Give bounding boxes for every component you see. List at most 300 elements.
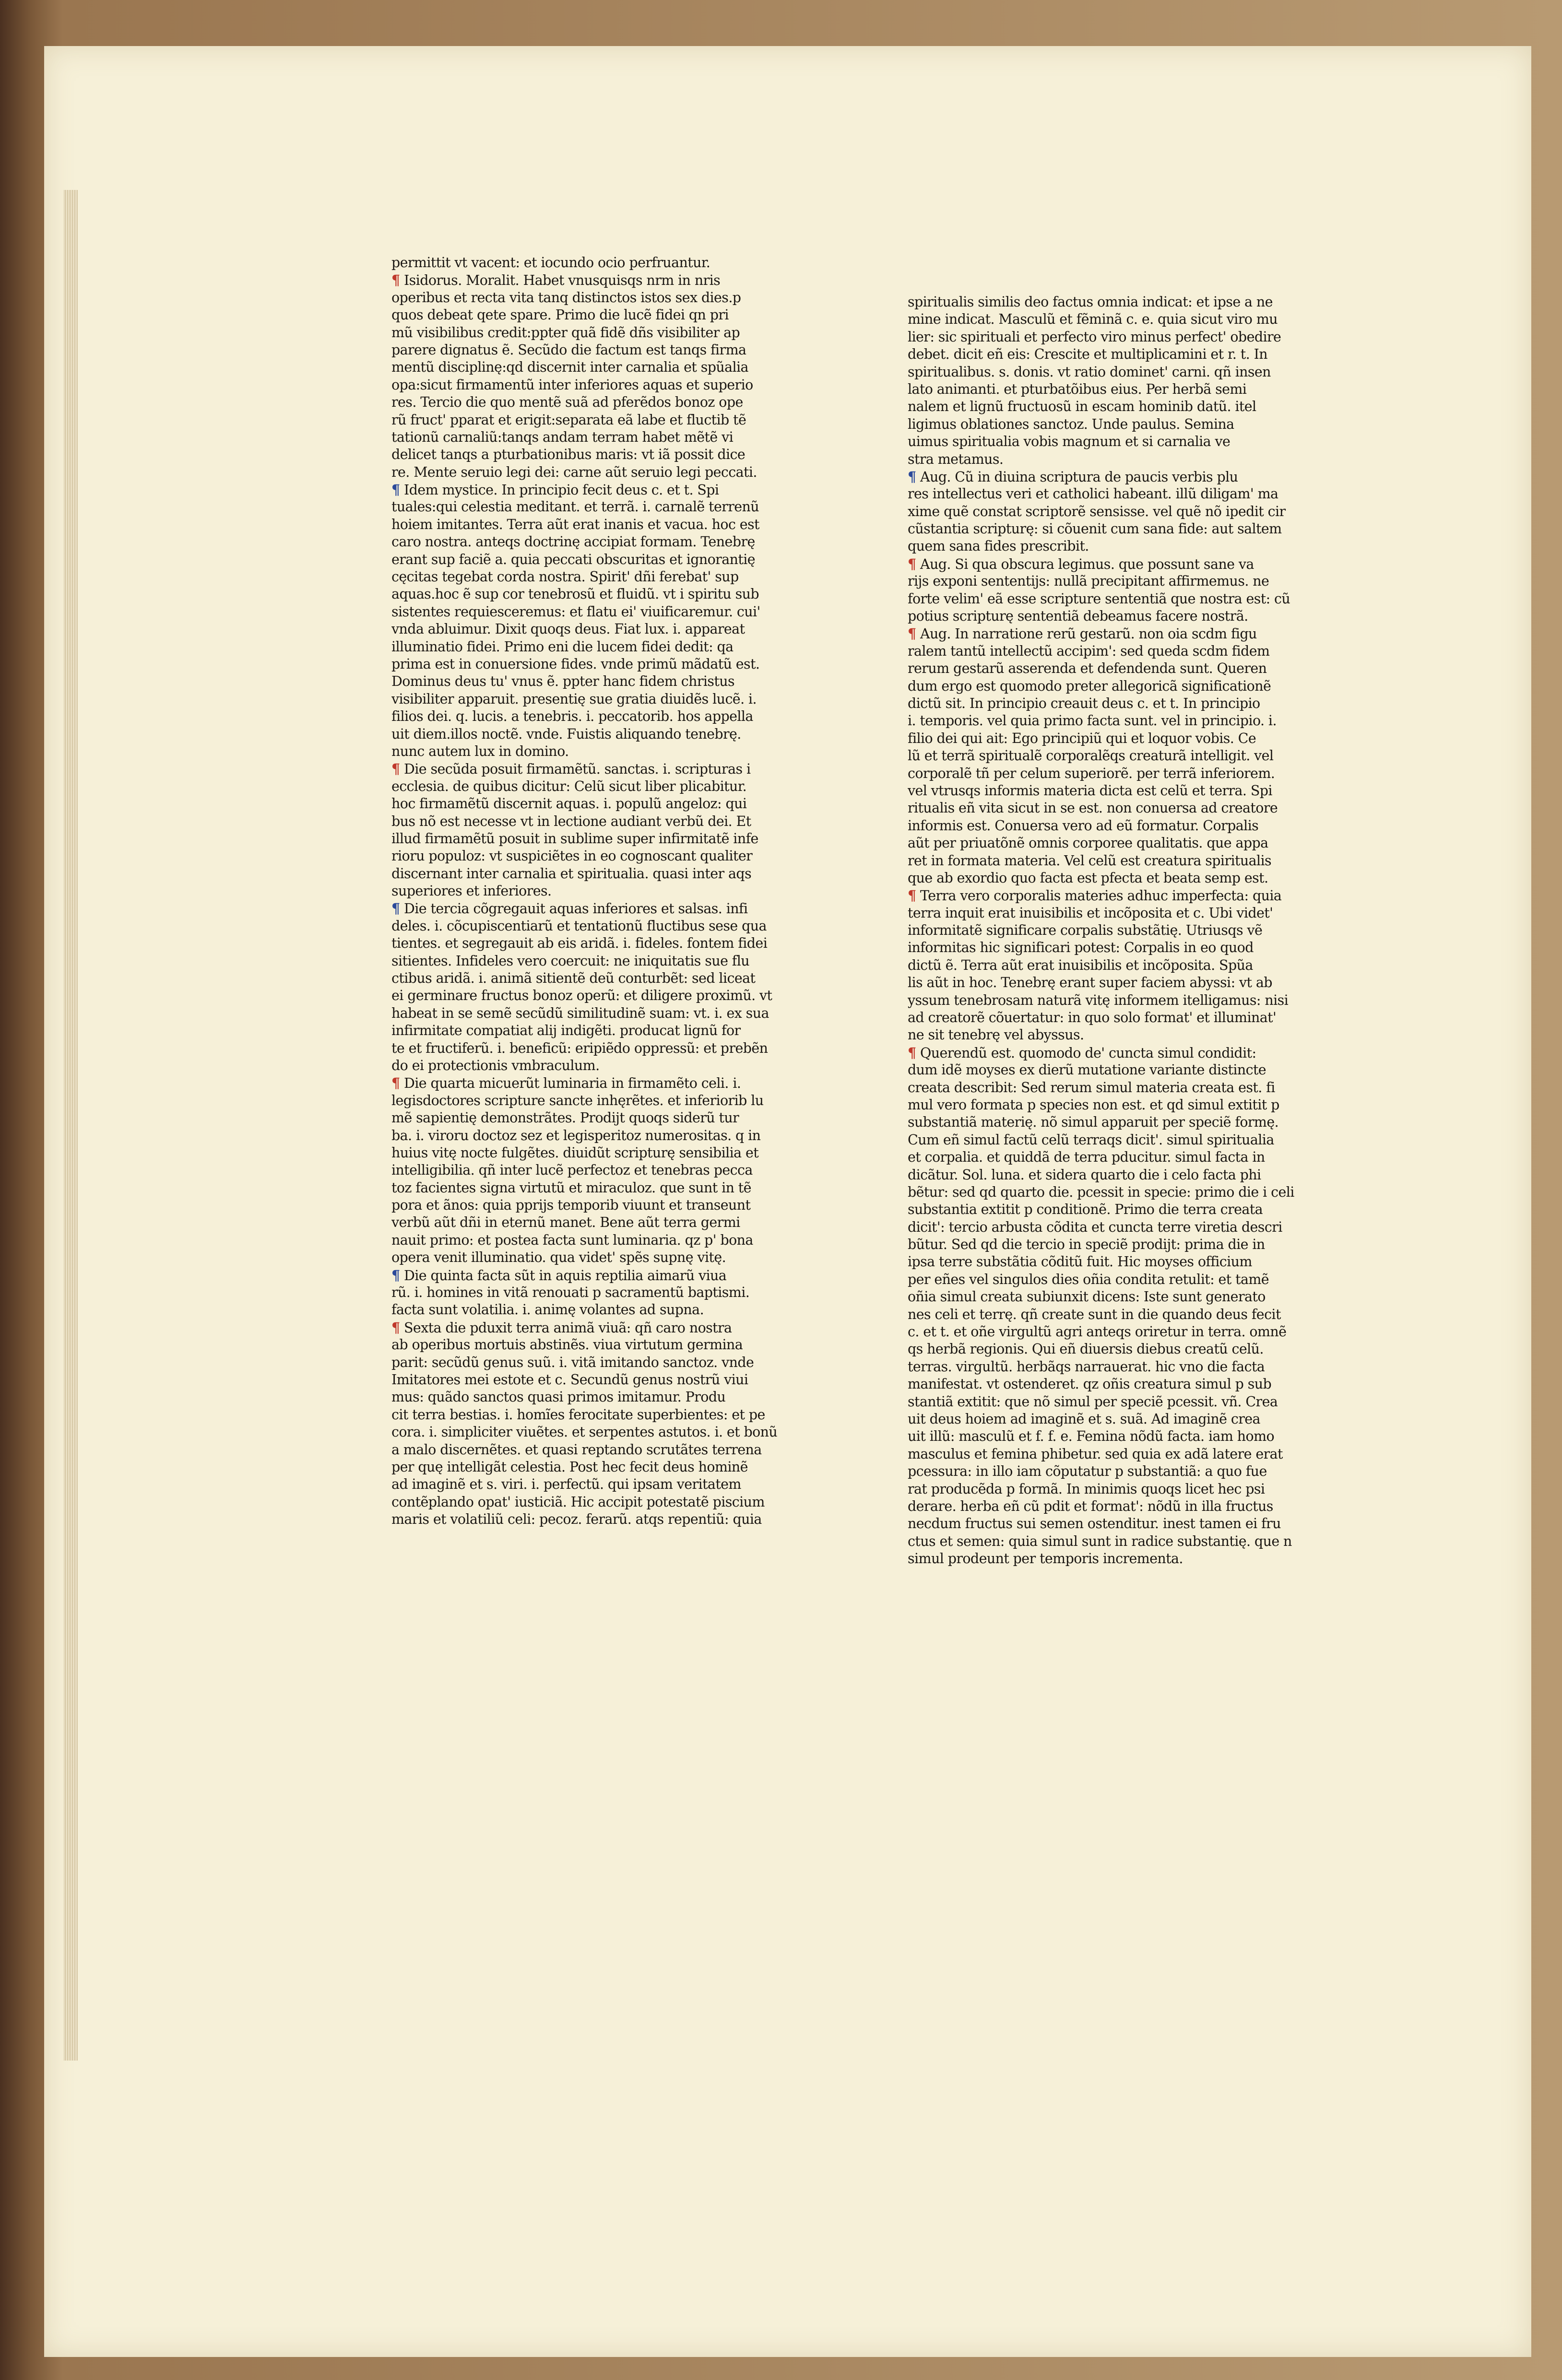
text-line bbox=[391, 673, 793, 690]
text-line bbox=[391, 464, 793, 481]
text-line bbox=[908, 1184, 1325, 1201]
line-text: uit deus hoiem ad imaginẽ et s. suã. Ad imaginẽ crea bbox=[908, 1411, 1260, 1427]
line-text: oñia simul creata subiunxit dicens: Iste sunt generato bbox=[908, 1289, 1266, 1305]
line-text: tationũ carnaliũ:tanqs andam terram habet mẽtẽ vi bbox=[391, 429, 734, 445]
text-line bbox=[391, 1441, 793, 1459]
text-line bbox=[391, 429, 793, 446]
line-text: cit terra bestias. i. homĩes ferocitate superbientes: et pe bbox=[391, 1406, 765, 1423]
text-line bbox=[908, 625, 1325, 642]
line-text: dicãtur. Sol. luna. et sidera quarto die i celo facta phi bbox=[908, 1166, 1261, 1183]
line-text: do ei protectionis vmbraculum. bbox=[391, 1057, 600, 1073]
text-line bbox=[391, 254, 793, 271]
line-text: yssum tenebrosam naturã vitę informem itelligamus: nisi bbox=[908, 992, 1289, 1008]
line-text: rũ fruct' pparat et erigit:separata eã labe et fluctib tẽ bbox=[391, 412, 746, 428]
line-text: ctus et semen: quia simul sunt in radice substantię. que n bbox=[908, 1533, 1292, 1549]
page-edge bbox=[63, 190, 78, 2061]
line-text: sitientes. Infideles vero coercuit: ne iniquitatis sue flu bbox=[391, 953, 750, 969]
line-text: Die quarta micuerũt luminaria in firmamẽto celi. i. bbox=[404, 1075, 741, 1092]
text-line bbox=[908, 852, 1325, 870]
line-text: uimus spiritualia vobis magnum et si carnalia ve bbox=[908, 434, 1231, 450]
line-text: ecclesia. de quibus dicitur: Celũ sicut liber plicabitur. bbox=[391, 778, 747, 794]
text-line bbox=[391, 726, 793, 743]
line-text: et corpalia. et quiddã de terra pducitur. simul facta in bbox=[908, 1149, 1265, 1166]
text-line bbox=[908, 887, 1325, 904]
line-text: tientes. et segregauit ab eis aridã. i. fideles. fontem fidei bbox=[391, 935, 768, 952]
pilcrow-icon: ¶ bbox=[391, 761, 400, 778]
text-line bbox=[908, 1428, 1325, 1445]
line-text: mine indicat. Masculũ et fẽminã c. e. quia sicut viro mu bbox=[908, 311, 1278, 328]
line-text: caro nostra. anteqs doctrinę accipiat formam. Tenebrę bbox=[391, 534, 755, 550]
text-line bbox=[391, 795, 793, 813]
text-line bbox=[908, 590, 1325, 608]
text-line bbox=[391, 1459, 793, 1476]
text-line bbox=[908, 416, 1325, 433]
line-text: Terra vero corporalis materies adhuc imperfecta: quia bbox=[920, 888, 1282, 904]
text-line bbox=[908, 1079, 1325, 1096]
line-text: mũ visibilibus credit:ppter quã fidẽ dñs visibiliter ap bbox=[391, 324, 740, 341]
text-line bbox=[908, 294, 1325, 311]
text-line bbox=[391, 1301, 793, 1319]
line-text: forte velim' eã esse scripture sententiã que nostra est: cũ bbox=[908, 590, 1290, 607]
line-text: Imitatores mei estote et c. Secundũ genus nostrũ viui bbox=[391, 1372, 748, 1388]
line-text: rerum gestarũ asserenda et defendenda sunt. Queren bbox=[908, 660, 1267, 677]
text-line bbox=[391, 1197, 793, 1214]
line-text: terra inquit erat inuisibilis et incõposita et c. Ubi videt' bbox=[908, 905, 1273, 921]
line-text: nes celi et terrę. qñ create sunt in die quando deus fecit bbox=[908, 1306, 1281, 1322]
line-text: rijs exponi sententijs: nullã precipitant affirmemus. ne bbox=[908, 573, 1269, 589]
line-text: delicet tanqs a pturbationibus maris: vt iã possit dice bbox=[391, 447, 746, 463]
text-line bbox=[908, 1236, 1325, 1253]
pilcrow-icon: ¶ bbox=[391, 1075, 400, 1092]
text-line bbox=[908, 1341, 1325, 1358]
text-line bbox=[391, 446, 793, 463]
line-text: creata describit: Sed rerum simul materia creata est. fi bbox=[908, 1079, 1275, 1096]
line-text: ad creatorẽ cõuertatur: in quo solo format' et illuminat' bbox=[908, 1010, 1277, 1026]
line-text: tuales:qui celestia meditant. et terrã. i. carnalẽ terrenũ bbox=[391, 499, 759, 515]
line-text: lato animanti. et pturbatõibus eius. Per herbã semi bbox=[908, 381, 1247, 397]
text-line bbox=[908, 1288, 1325, 1306]
line-text: cũstantia scripturę: si cõuenit cum sana fide: aut saltem bbox=[908, 521, 1282, 537]
line-text: maris et volatiliũ celi: pecoz. ferarũ. atqs repentiũ: quia bbox=[391, 1511, 762, 1528]
text-line bbox=[908, 695, 1325, 712]
text-line bbox=[908, 660, 1325, 677]
line-text: vel vtrusqs informis materia dicta est celũ et terra. Spi bbox=[908, 782, 1272, 799]
text-line bbox=[908, 939, 1325, 956]
line-text: vnda abluimur. Dixit quoqs deus. Fiat lux. i. appareat bbox=[391, 621, 745, 637]
line-text: te et fructiferũ. i. beneficũ: eripiẽdo oppressũ: et prebẽn bbox=[391, 1040, 768, 1056]
line-text: derare. herba eñ cũ pdit et format': nõdũ in illa fructus bbox=[908, 1498, 1273, 1514]
pilcrow-icon: ¶ bbox=[908, 468, 916, 485]
text-line bbox=[908, 800, 1325, 817]
text-line bbox=[908, 782, 1325, 800]
line-text: rioru populoz: vt suspiciẽtes in eo cognoscant qualiter bbox=[391, 848, 753, 864]
line-text: ba. i. viroru doctoz sez et legisperitoz numerositas. q in bbox=[391, 1127, 761, 1143]
line-text: Die secũda posuit firmamẽtũ. sanctas. i. scripturas i bbox=[404, 761, 751, 778]
text-line bbox=[391, 656, 793, 673]
line-text: rũ. i. homines in vitã renouati p sacramentũ baptismi. bbox=[391, 1284, 750, 1301]
text-column-left bbox=[391, 254, 793, 1529]
line-text: res. Tercio die quo mentẽ suã ad pferẽdos bonoz ope bbox=[391, 394, 743, 411]
line-text: contẽplando opat' iusticiã. Hic accipit potestatẽ piscium bbox=[391, 1494, 765, 1510]
text-line bbox=[908, 1515, 1325, 1532]
text-line bbox=[908, 1149, 1325, 1166]
text-line bbox=[908, 398, 1325, 415]
text-line bbox=[391, 813, 793, 830]
text-line bbox=[391, 1336, 793, 1354]
pilcrow-icon: ¶ bbox=[908, 887, 916, 904]
line-text: bẽtur: sed qd quarto die. pcessit in specie: primo die i celi bbox=[908, 1184, 1294, 1200]
text-line bbox=[391, 883, 793, 900]
text-line bbox=[391, 359, 793, 376]
text-line bbox=[908, 520, 1325, 538]
text-line bbox=[391, 1319, 793, 1336]
line-text: ctibus aridã. i. animã sitientẽ deũ conturbẽt: sed liceat bbox=[391, 970, 756, 987]
line-text: filio dei qui ait: Ego principiũ qui et loquor vobis. Ce bbox=[908, 730, 1256, 746]
text-line bbox=[908, 1201, 1325, 1218]
line-text: dictũ sit. In principio creauit deus c. et t. In principio bbox=[908, 695, 1260, 711]
line-text: c. et t. et oñe virgultũ agri anteqs oriretur in terra. omnẽ bbox=[908, 1324, 1287, 1340]
line-text: lũ et terrã spiritualẽ corporalẽqs creaturã intelligit. vel bbox=[908, 748, 1274, 764]
text-line bbox=[908, 433, 1325, 450]
line-text: superiores et inferiores. bbox=[391, 883, 552, 899]
line-text: cęcitas tegebat corda nostra. Spirit' dñi ferebat' sup bbox=[391, 569, 739, 585]
line-text: informis est. Conuersa vero ad eũ formatur. Corpalis bbox=[908, 817, 1259, 834]
text-line bbox=[391, 1022, 793, 1039]
text-line bbox=[391, 1267, 793, 1284]
text-line bbox=[391, 1424, 793, 1441]
text-line bbox=[391, 691, 793, 708]
line-text: ralem tantũ intellectũ accipim': sed queda scdm fidem bbox=[908, 643, 1270, 659]
line-text: stra metamus. bbox=[908, 451, 1004, 467]
line-text: corporalẽ tñ per celum superiorẽ. per terrã inferiorem. bbox=[908, 765, 1275, 781]
line-text: ret in formata materia. Vel celũ est creatura spiritualis bbox=[908, 852, 1272, 869]
text-line bbox=[391, 498, 793, 516]
text-column-right bbox=[908, 294, 1325, 1568]
line-text: mul vero formata p species non est. et qd simul extitit p bbox=[908, 1096, 1279, 1113]
line-text: verbũ aũt dñi in eternũ manet. Bene aũt terra germi bbox=[391, 1214, 740, 1231]
line-text: prima est in conuersione fides. vnde primũ mãdatũ est. bbox=[391, 656, 760, 672]
text-line bbox=[391, 1179, 793, 1197]
text-line bbox=[908, 1026, 1325, 1044]
text-line bbox=[391, 760, 793, 778]
text-line bbox=[391, 1109, 793, 1127]
line-text: parit: secũdũ genus suũ. i. vitã imitando sanctoz. vnde bbox=[391, 1354, 754, 1370]
line-text: infirmitate compatiat alij indigẽti. producat lignũ for bbox=[391, 1023, 741, 1039]
text-line bbox=[391, 918, 793, 935]
text-line bbox=[908, 1061, 1325, 1079]
text-line bbox=[391, 778, 793, 795]
line-text: pcessura: in illo iam cõputatur p substantiã: a quo fue bbox=[908, 1463, 1267, 1480]
line-text: substantia extitit p conditionẽ. Primo die terra creata bbox=[908, 1202, 1263, 1218]
text-line bbox=[391, 342, 793, 359]
pilcrow-icon: ¶ bbox=[908, 1044, 916, 1061]
text-line bbox=[391, 412, 793, 429]
line-text: pora et ãnos: quia pprijs temporib viuunt et transeunt bbox=[391, 1197, 751, 1214]
text-line bbox=[391, 1284, 793, 1301]
line-text: per quę intelligãt celestia. Post hec fecit deus hominẽ bbox=[391, 1459, 748, 1475]
line-text: ipsa terre substãtia cõditũ fuit. Hic moyses officium bbox=[908, 1254, 1252, 1270]
line-text: nunc autem lux in domino. bbox=[391, 743, 569, 759]
line-text: nalem et lignũ fructuosũ in escam hominib datũ. itel bbox=[908, 399, 1256, 415]
text-line bbox=[391, 533, 793, 551]
text-line bbox=[908, 1009, 1325, 1026]
text-line bbox=[391, 271, 793, 289]
line-text: masculus et femina phibetur. sed quia ex adã latere erat bbox=[908, 1446, 1283, 1462]
text-line bbox=[391, 551, 793, 568]
text-line bbox=[908, 1253, 1325, 1271]
text-line bbox=[908, 1096, 1325, 1114]
text-line bbox=[908, 1463, 1325, 1480]
text-line bbox=[908, 1533, 1325, 1550]
text-line bbox=[908, 643, 1325, 660]
text-line bbox=[391, 953, 793, 970]
line-text: deles. i. cõcupiscentiarũ et tentationũ fluctibus sese qua bbox=[391, 918, 767, 934]
text-line bbox=[908, 1376, 1325, 1393]
text-line bbox=[391, 1371, 793, 1389]
text-line bbox=[908, 1044, 1325, 1061]
text-line bbox=[908, 1323, 1325, 1341]
text-line bbox=[391, 324, 793, 342]
line-text: mẽ sapientię demonstrãtes. Prodijt quoqs siderũ tur bbox=[391, 1110, 739, 1126]
line-text: facta sunt volatilia. i. animę volantes ad supna. bbox=[391, 1302, 704, 1318]
line-text: cora. i. simpliciter viuẽtes. et serpentes astutos. i. et bonũ bbox=[391, 1424, 778, 1440]
text-line bbox=[908, 922, 1325, 939]
line-text: hoc firmamẽtũ discernit aquas. i. populũ angeloz: qui bbox=[391, 796, 747, 812]
text-line bbox=[908, 974, 1325, 991]
text-line bbox=[391, 394, 793, 411]
text-line bbox=[391, 516, 793, 533]
text-line bbox=[391, 1144, 793, 1162]
text-line bbox=[391, 1406, 793, 1424]
line-text: dicit': tercio arbusta cõdita et cuncta terre viretia descri bbox=[908, 1219, 1282, 1235]
line-text: potius scripturę sententiã debeamus facere nostrã. bbox=[908, 608, 1248, 624]
text-line bbox=[391, 603, 793, 621]
text-line bbox=[908, 1306, 1325, 1323]
text-line bbox=[391, 935, 793, 952]
text-line bbox=[391, 1494, 793, 1511]
line-text: quem sana fides prescribit. bbox=[908, 538, 1089, 554]
line-text: spiritualis similis deo factus omnia indicat: et ipse a ne bbox=[908, 294, 1273, 310]
line-text: qs herbã regionis. Qui eñ diuersis diebus creatũ celũ. bbox=[908, 1341, 1264, 1357]
line-text: informitas hic significari potest: Corpalis in eo quod bbox=[908, 940, 1254, 956]
line-text: mentũ disciplinę:qd discernit inter carnalia et spũalia bbox=[391, 359, 748, 376]
text-line bbox=[908, 1481, 1325, 1498]
line-text: debet. dicit eñ eis: Crescite et multiplicamini et r. t. In bbox=[908, 346, 1267, 363]
line-text: ritualis eñ vita sicut in se est. non conuersa ad creatore bbox=[908, 800, 1278, 816]
line-text: substantiã materię. nõ simul apparuit per speciẽ formę. bbox=[908, 1114, 1279, 1131]
text-line bbox=[391, 1249, 793, 1266]
line-text: huius vitę nocte fulgẽtes. diuidũt scripturę sensibilia et bbox=[391, 1144, 759, 1161]
line-text: aquas.hoc ẽ sup cor tenebrosũ et fluidũ. vt i spiritu sub bbox=[391, 586, 759, 602]
text-line bbox=[908, 1358, 1325, 1376]
line-text: ab operibus mortuis abstinẽs. viua virtutum germina bbox=[391, 1337, 743, 1353]
text-line bbox=[908, 1498, 1325, 1515]
line-text: Isidorus. Moralit. Habet vnusquisqs nrm in nris bbox=[404, 272, 721, 289]
text-line bbox=[391, 1354, 793, 1371]
line-text: informitatẽ significare corpalis substãtię. Utriusqs vẽ bbox=[908, 922, 1263, 939]
text-line bbox=[908, 364, 1325, 381]
text-line bbox=[391, 1057, 793, 1074]
pilcrow-icon: ¶ bbox=[391, 272, 400, 289]
text-line bbox=[391, 830, 793, 848]
line-text: stantiã extitit: que nõ simul per speciẽ pcessit. vñ. Crea bbox=[908, 1393, 1278, 1410]
text-line bbox=[908, 957, 1325, 974]
text-line bbox=[391, 900, 793, 917]
text-line bbox=[908, 1411, 1325, 1428]
line-text: terras. virgultũ. herbãqs narrauerat. hic vno die facta bbox=[908, 1358, 1265, 1375]
line-text: Cum eñ simul factũ celũ terraqs dicit'. simul spiritualia bbox=[908, 1131, 1274, 1148]
line-text: opera venit illuminatio. qua videt' spẽs supnę vitę. bbox=[391, 1249, 726, 1266]
text-line bbox=[391, 848, 793, 865]
line-text: uit illũ: masculũ et f. f. e. Femina nõdũ facta. iam homo bbox=[908, 1428, 1275, 1445]
text-line bbox=[391, 306, 793, 324]
line-text: hoiem imitantes. Terra aũt erat inanis et vacua. hoc est bbox=[391, 516, 759, 532]
line-text: aũt per priuatõnẽ omnis corporee qualitatis. que appa bbox=[908, 835, 1268, 851]
text-line bbox=[391, 970, 793, 987]
pilcrow-icon: ¶ bbox=[908, 555, 916, 572]
line-text: discernant inter carnalia et spiritualia. quasi inter aqs bbox=[391, 865, 752, 882]
text-line bbox=[908, 1219, 1325, 1236]
text-line bbox=[908, 1131, 1325, 1149]
line-text: re. Mente seruio legi dei: carne aũt seruio legi peccati. bbox=[391, 464, 757, 480]
text-line bbox=[908, 1393, 1325, 1411]
text-line bbox=[908, 346, 1325, 363]
text-line bbox=[908, 1550, 1325, 1567]
line-text: Die tercia cõgregauit aquas inferiores et salsas. infi bbox=[404, 901, 748, 917]
text-line bbox=[908, 538, 1325, 555]
text-line bbox=[391, 289, 793, 306]
text-line bbox=[391, 1040, 793, 1057]
line-text: Aug. In narratione rerũ gestarũ. non oia scdm figu bbox=[920, 626, 1257, 642]
text-line bbox=[391, 638, 793, 656]
line-text: nauit primo: et postea facta sunt luminaria. qz p' bona bbox=[391, 1232, 753, 1248]
line-text: dum idẽ moyses ex dierũ mutatione variante distincte bbox=[908, 1062, 1266, 1078]
line-text: Sexta die pduxit terra animã viuã: qñ caro nostra bbox=[404, 1320, 732, 1336]
line-text: res intellectus veri et catholici habeant. illũ diligam' ma bbox=[908, 486, 1278, 502]
text-line bbox=[391, 1511, 793, 1528]
line-text: lis aũt in hoc. Tenebrę erant super faciem abyssi: vt ab bbox=[908, 975, 1272, 991]
text-line bbox=[391, 377, 793, 394]
line-text: opa:sicut firmamentũ inter inferiores aquas et superio bbox=[391, 377, 753, 393]
line-text: rat producẽda p formã. In minimis quoqs licet hec psi bbox=[908, 1481, 1265, 1497]
text-line bbox=[391, 1074, 793, 1092]
line-text: illuminatio fidei. Primo eni die lucem fidei dedit: qa bbox=[391, 638, 734, 655]
text-line bbox=[391, 586, 793, 603]
text-line bbox=[908, 712, 1325, 730]
text-line bbox=[908, 747, 1325, 765]
text-line bbox=[391, 708, 793, 725]
line-text: Aug. Si qua obscura legimus. que possunt sane va bbox=[920, 556, 1254, 572]
text-line bbox=[391, 987, 793, 1004]
pilcrow-icon: ¶ bbox=[391, 900, 400, 917]
text-line bbox=[908, 1446, 1325, 1463]
text-line bbox=[908, 468, 1325, 485]
text-line bbox=[908, 905, 1325, 922]
line-text: toz facientes signa virtutũ et miraculoz. que sunt in tẽ bbox=[391, 1179, 751, 1196]
line-text: erant sup faciẽ a. quia peccati obscuritas et ignorantię bbox=[391, 551, 755, 567]
text-line bbox=[908, 817, 1325, 835]
text-line bbox=[391, 1214, 793, 1231]
line-text: Querendũ est. quomodo de' cuncta simul condidit: bbox=[920, 1045, 1256, 1061]
text-line bbox=[391, 1005, 793, 1022]
line-text: ad imaginẽ et s. viri. i. perfectũ. qui ipsam veritatem bbox=[391, 1476, 741, 1493]
line-text: a malo discernẽtes. et quasi reptando scrutãtes terrena bbox=[391, 1441, 762, 1458]
line-text: operibus et recta vita tanq distinctos istos sex dies.p bbox=[391, 289, 741, 306]
line-text: habeat in se semẽ secũdũ similitudinẽ suam: vt. i. ex sua bbox=[391, 1005, 769, 1021]
line-text: bũtur. Sed qd die tercio in speciẽ prodijt: prima die in bbox=[908, 1237, 1265, 1253]
text-line bbox=[391, 743, 793, 760]
line-text: simul prodeunt per temporis incrementa. bbox=[908, 1551, 1183, 1567]
line-text: spiritualibus. s. donis. vt ratio dominet' carni. qñ insen bbox=[908, 364, 1271, 380]
line-text: dum ergo est quomodo preter allegoricã significationẽ bbox=[908, 678, 1271, 694]
line-text: xime quẽ constat scriptorẽ sensisse. vel quẽ nõ ipedit cir bbox=[908, 503, 1286, 519]
text-line bbox=[908, 608, 1325, 625]
text-line bbox=[391, 865, 793, 883]
line-text: ne sit tenebrę vel abyssus. bbox=[908, 1027, 1084, 1043]
line-text: Die quinta facta sũt in aquis reptilia aimarũ viua bbox=[404, 1267, 727, 1284]
line-text: ei germinare fructus bonoz operũ: et diligere proximũ. vt bbox=[391, 988, 772, 1004]
text-line bbox=[908, 573, 1325, 590]
text-line bbox=[908, 992, 1325, 1009]
line-text: filios dei. q. lucis. a tenebris. i. peccatorib. hos appella bbox=[391, 708, 753, 725]
text-line bbox=[908, 311, 1325, 328]
line-text: lier: sic spirituali et perfecto viro minus perfect' obedire bbox=[908, 329, 1281, 345]
text-line bbox=[391, 1232, 793, 1249]
text-line bbox=[908, 555, 1325, 573]
pilcrow-icon: ¶ bbox=[391, 482, 400, 498]
text-line bbox=[908, 1114, 1325, 1131]
line-text: manifestat. vt ostenderet. qz oñis creatura simul p sub bbox=[908, 1376, 1272, 1392]
text-line bbox=[908, 329, 1325, 346]
text-line bbox=[391, 1476, 793, 1493]
pilcrow-icon: ¶ bbox=[391, 1267, 400, 1284]
line-text: Aug. Cũ in diuina scriptura de paucis verbis plu bbox=[920, 469, 1238, 485]
line-text: permittit vt vacent: et iocundo ocio perfruantur. bbox=[391, 255, 710, 271]
text-line bbox=[908, 1271, 1325, 1288]
line-text: bus nõ est necesse vt in lectione audiant verbũ dei. Et bbox=[391, 813, 751, 829]
text-line bbox=[391, 568, 793, 586]
line-text: uit diem.illos noctẽ. vnde. Fuistis aliquando tenebrę. bbox=[391, 726, 741, 742]
text-line bbox=[391, 1389, 793, 1406]
text-line bbox=[391, 1092, 793, 1109]
text-line bbox=[908, 503, 1325, 520]
text-line bbox=[391, 1127, 793, 1144]
line-text: legisdoctores scripture sancte inhęrẽtes. et inferiorib lu bbox=[391, 1092, 764, 1108]
line-text: per eñes vel singulos dies oñia condita retulit: et tamẽ bbox=[908, 1271, 1269, 1287]
text-line bbox=[908, 835, 1325, 852]
line-text: sistentes requiesceremus: et flatu ei' viuificaremur. cui' bbox=[391, 603, 760, 620]
line-text: illud firmamẽtũ posuit in sublime super infirmitatẽ infe bbox=[391, 830, 758, 847]
line-text: quos debeat qete spare. Primo die lucẽ fidei qn pri bbox=[391, 307, 729, 323]
line-text: mus: quãdo sanctos quasi primos imitamur. Produ bbox=[391, 1389, 726, 1405]
line-text: ligimus oblationes sanctoz. Unde paulus. Semina bbox=[908, 416, 1234, 432]
text-line bbox=[908, 381, 1325, 398]
text-line bbox=[908, 678, 1325, 695]
line-text: Idem mystice. In principio fecit deus c. et t. Spi bbox=[404, 482, 719, 498]
text-line bbox=[391, 1162, 793, 1179]
line-text: i. temporis. vel quia primo facta sunt. vel in principio. i. bbox=[908, 713, 1277, 729]
line-text: que ab exordio quo facta est pfecta et beata semp est. bbox=[908, 870, 1268, 886]
line-text: Dominus deus tu' vnus ẽ. ppter hanc fidem christus bbox=[391, 673, 735, 690]
pilcrow-icon: ¶ bbox=[908, 625, 916, 642]
line-text: visibiliter apparuit. presentię sue gratia diuidẽs lucẽ. i. bbox=[391, 691, 757, 707]
text-line bbox=[391, 621, 793, 638]
line-text: dictũ ẽ. Terra aũt erat inuisibilis et incõposita. Spũa bbox=[908, 957, 1253, 973]
text-line bbox=[908, 765, 1325, 782]
line-text: intelligibilia. qñ inter lucẽ perfectoz et tenebras pecca bbox=[391, 1162, 753, 1178]
text-line bbox=[908, 730, 1325, 747]
pilcrow-icon: ¶ bbox=[391, 1319, 400, 1336]
